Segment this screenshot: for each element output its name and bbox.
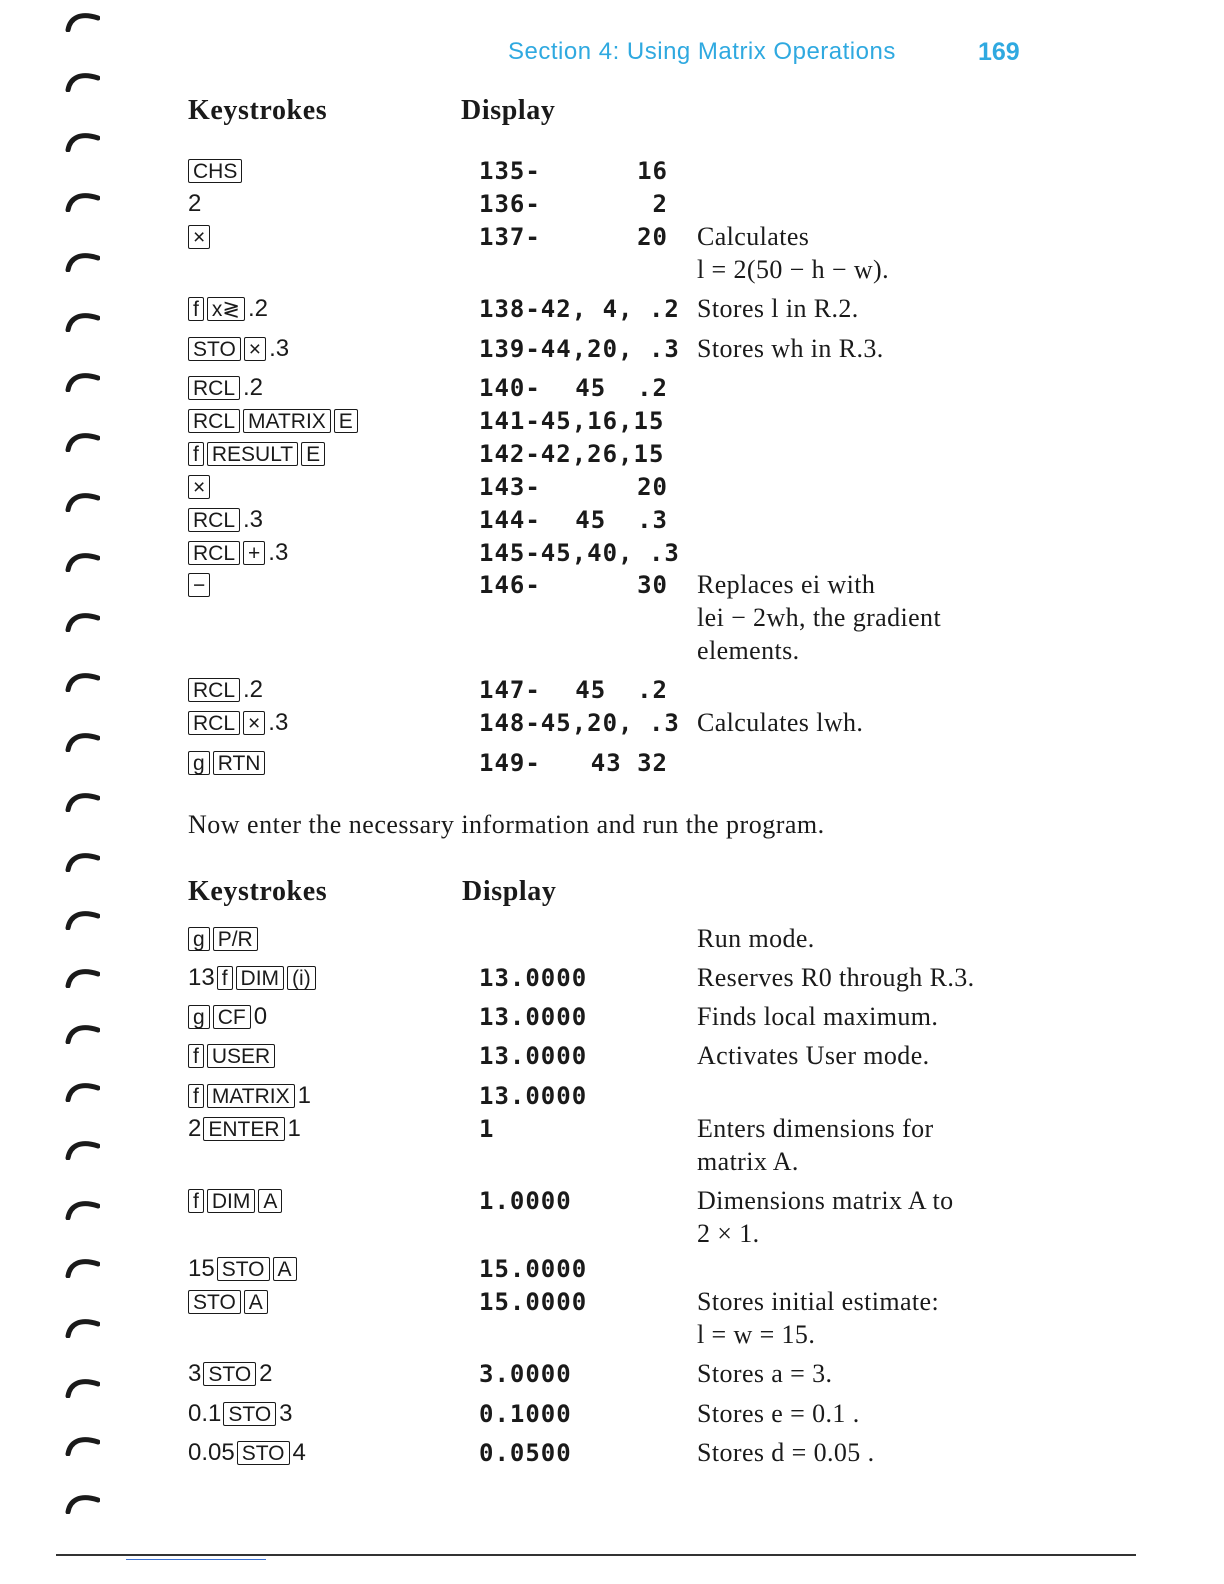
listing-row [0, 406, 1224, 436]
row-description [697, 1112, 1027, 1178]
key-code: 30 [637, 571, 668, 599]
row-description [697, 1357, 1027, 1390]
description-line: Stores e = 0.1 . [697, 1399, 860, 1428]
row-description [697, 706, 1027, 739]
key-cap: x≷ [207, 297, 245, 321]
program-line: 141-45,16,15 [479, 407, 665, 435]
program-line: 142-42,26,15 [479, 440, 665, 468]
key-cap: × [188, 225, 210, 249]
keystroke-text: 4 [292, 1439, 306, 1466]
program-line: 149- [479, 749, 541, 777]
key-cap: × [243, 711, 265, 735]
description-line: Run mode. [697, 924, 815, 953]
row-description [697, 1285, 1027, 1351]
listing-row [0, 708, 1224, 738]
description-line: Stores a = 3. [697, 1359, 833, 1388]
section-title: Section 4: Using Matrix Operations [508, 38, 896, 65]
key-cap: STO [223, 1402, 276, 1426]
keystroke-cell [188, 472, 213, 502]
table1-display-heading: Display [461, 95, 556, 126]
key-cap: f [188, 1044, 204, 1068]
listing-row [0, 505, 1224, 535]
key-cap: STO [188, 1290, 241, 1314]
description-line: matrix A. [697, 1147, 799, 1176]
keystroke-text: .3 [269, 335, 290, 362]
program-line: 139-44,20, .3 [479, 335, 680, 363]
table2-display-heading: Display [462, 876, 557, 907]
key-cap: USER [207, 1044, 275, 1068]
key-cap: MATRIX [207, 1084, 295, 1108]
row-description [697, 1039, 1027, 1072]
keystroke-text: .3 [268, 709, 289, 736]
run-row [0, 1041, 1224, 1071]
key-code: 45 .3 [575, 506, 668, 534]
keystroke-cell [188, 189, 203, 219]
row-description [697, 1436, 1027, 1469]
key-code: 2 [652, 190, 668, 218]
description-line: Finds local maximum. [697, 1002, 939, 1031]
keystroke-cell [188, 334, 291, 364]
keystroke-cell [188, 570, 213, 600]
display-value: 13.0000 [479, 1003, 588, 1031]
program-line: 136- [479, 190, 541, 218]
keystroke-text: 15 [188, 1255, 215, 1282]
key-cap: P/R [213, 927, 258, 951]
program-line: 145-45,40, .3 [479, 539, 680, 567]
listing-row [0, 538, 1224, 568]
description-line: Calculates lwh. [697, 708, 864, 737]
keystroke-text: .2 [247, 295, 268, 322]
key-cap: E [334, 409, 358, 433]
key-cap: g [188, 1005, 210, 1029]
keystroke-text: 1 [297, 1082, 311, 1109]
keystroke-text: 13 [188, 964, 215, 991]
keystroke-cell [188, 538, 290, 568]
keystroke-text: 2 [188, 1115, 202, 1142]
keystroke-text: 0.05 [188, 1439, 235, 1466]
row-description [697, 568, 1027, 667]
description-line: Enters dimensions for [697, 1114, 934, 1143]
table2-keystrokes-heading: Keystrokes [188, 876, 328, 907]
key-code: 20 [637, 473, 668, 501]
keystroke-text: .2 [243, 676, 264, 703]
keystroke-cell [188, 1254, 300, 1284]
key-cap: f [188, 1084, 204, 1108]
run-row [0, 1002, 1224, 1032]
key-cap: RCL [188, 711, 240, 735]
listing-row [0, 294, 1224, 324]
keystroke-cell [188, 406, 361, 436]
row-description [697, 1397, 1027, 1430]
row-description [697, 922, 1027, 955]
key-cap: × [188, 475, 210, 499]
listing-row [0, 439, 1224, 469]
keystroke-cell [188, 748, 268, 778]
keystroke-cell [188, 1081, 313, 1111]
key-cap: (i) [287, 966, 316, 990]
row-description [697, 1000, 1027, 1033]
page-number: 169 [978, 38, 1020, 66]
description-line: Reserves R0 through R.3. [697, 963, 975, 992]
keystroke-text: .3 [268, 539, 289, 566]
keystroke-cell [188, 156, 245, 186]
key-cap: ENTER [203, 1117, 284, 1141]
row-description [697, 332, 1027, 365]
key-cap: RCL [188, 678, 240, 702]
keystroke-cell [188, 963, 319, 993]
keystroke-cell [188, 675, 265, 705]
keystroke-cell [188, 222, 213, 252]
key-code: 45 .2 [575, 676, 668, 704]
keystroke-text: 2 [259, 1360, 273, 1387]
key-cap: DIM [207, 1189, 256, 1213]
display-value: 3.0000 [479, 1360, 572, 1388]
key-cap: CF [213, 1005, 251, 1029]
program-line: 140- [479, 374, 541, 402]
binding-hook-icon [62, 608, 100, 632]
display-value: 1 [479, 1115, 495, 1143]
keystroke-cell [188, 294, 270, 324]
keystroke-text: 2 [188, 190, 202, 217]
binding-hook-icon [62, 788, 100, 812]
program-line: 135- [479, 157, 541, 185]
binding-hook-icon [62, 1314, 100, 1338]
key-cap: RCL [188, 409, 240, 433]
key-cap: STO [237, 1441, 290, 1465]
description-line: Calculates [697, 222, 810, 251]
listing-row [0, 570, 1224, 665]
binding-hook-icon [62, 68, 100, 92]
binding-hook-icon [62, 8, 100, 32]
listing-row [0, 222, 1224, 284]
display-value: 1.0000 [479, 1187, 572, 1215]
run-row [0, 1114, 1224, 1176]
keystroke-cell [188, 439, 328, 469]
key-cap: STO [188, 337, 241, 361]
row-description [697, 292, 1027, 325]
description-line: l = w = 15. [697, 1320, 816, 1349]
display-value: 15.0000 [479, 1288, 588, 1316]
table1-keystrokes-heading: Keystrokes [188, 95, 328, 126]
listing-row [0, 156, 1224, 186]
program-line: 148-45,20, .3 [479, 709, 680, 737]
listing-row [0, 373, 1224, 403]
display-value: 0.0500 [479, 1439, 572, 1467]
keystroke-cell [188, 1002, 269, 1032]
program-line: 143- [479, 473, 541, 501]
listing-row [0, 748, 1224, 778]
key-code: 45 .2 [575, 374, 668, 402]
footer-accent-line [126, 1559, 266, 1560]
description-line: Replaces ei with [697, 570, 876, 599]
key-cap: RCL [188, 541, 240, 565]
keystroke-text: 3 [279, 1400, 293, 1427]
key-code: 20 [637, 223, 668, 251]
run-row [0, 924, 1224, 954]
keystroke-cell [188, 1186, 285, 1216]
key-cap: RESULT [207, 442, 298, 466]
key-cap: A [244, 1290, 268, 1314]
run-row [0, 1399, 1224, 1429]
run-row [0, 1359, 1224, 1389]
keystroke-text: .3 [243, 506, 264, 533]
key-cap: RCL [188, 376, 240, 400]
description-line: lei − 2wh, the gradient [697, 603, 942, 632]
description-line: 2 × 1. [697, 1219, 760, 1248]
listing-row [0, 189, 1224, 219]
listing-row [0, 675, 1224, 705]
display-value: 13.0000 [479, 964, 588, 992]
program-line: 146- [479, 571, 541, 599]
key-cap: f [188, 297, 204, 321]
description-line: Stores initial estimate: [697, 1287, 940, 1316]
description-line: l = 2(50 − h − w). [697, 255, 890, 284]
row-description [697, 220, 1027, 286]
keystroke-cell [188, 373, 265, 403]
display-value: 13.0000 [479, 1042, 588, 1070]
key-cap: RTN [213, 751, 266, 775]
keystroke-cell [188, 1287, 271, 1317]
key-cap: MATRIX [243, 409, 331, 433]
row-description [697, 961, 1027, 994]
description-line: Stores d = 0.05 . [697, 1438, 875, 1467]
run-row [0, 1186, 1224, 1248]
run-row [0, 1081, 1224, 1111]
key-cap: f [217, 966, 233, 990]
binding-hook-icon [62, 128, 100, 152]
key-cap: − [188, 573, 210, 597]
program-line: 144- [479, 506, 541, 534]
program-line: 137- [479, 223, 541, 251]
keystroke-text: 0 [253, 1003, 268, 1030]
key-cap: f [188, 442, 204, 466]
display-value: 13.0000 [479, 1082, 588, 1110]
keystroke-cell [188, 708, 290, 738]
key-cap: STO [217, 1257, 270, 1281]
description-line: Stores l in R.2. [697, 294, 859, 323]
key-cap: CHS [188, 159, 242, 183]
keystroke-cell [188, 1438, 308, 1468]
key-cap: E [301, 442, 325, 466]
keystroke-cell [188, 1114, 303, 1144]
key-cap: + [243, 541, 265, 565]
footer-rule [56, 1554, 1136, 1556]
key-cap: g [188, 751, 210, 775]
key-code: 43 32 [590, 749, 668, 777]
run-row [0, 963, 1224, 993]
run-row [0, 1254, 1224, 1284]
keystroke-cell [188, 505, 265, 535]
key-cap: A [258, 1189, 282, 1213]
description-line: Dimensions matrix A to [697, 1186, 954, 1215]
row-description [697, 1184, 1027, 1250]
keystroke-cell [188, 1399, 295, 1429]
description-line: Activates User mode. [697, 1041, 930, 1070]
listing-row [0, 334, 1224, 364]
binding-hook-icon [62, 1490, 100, 1514]
keystroke-cell [188, 1359, 275, 1389]
program-line: 147- [479, 676, 541, 704]
key-cap: × [244, 337, 266, 361]
key-cap: f [188, 1189, 204, 1213]
description-line: elements. [697, 636, 800, 665]
key-cap: DIM [236, 966, 285, 990]
key-code: 16 [637, 157, 668, 185]
binding-hook-icon [62, 848, 100, 872]
run-row [0, 1287, 1224, 1349]
instruction-paragraph: Now enter the necessary information and run the program. [188, 810, 825, 839]
listing-row [0, 472, 1224, 502]
key-cap: g [188, 927, 210, 951]
keystroke-cell [188, 924, 261, 954]
program-line: 138-42, 4, .2 [479, 295, 680, 323]
key-cap: A [273, 1257, 297, 1281]
run-row [0, 1438, 1224, 1468]
display-value: 15.0000 [479, 1255, 588, 1283]
keystroke-text: .2 [243, 374, 264, 401]
key-cap: RCL [188, 508, 240, 532]
display-value: 0.1000 [479, 1400, 572, 1428]
key-cap: STO [203, 1362, 256, 1386]
keystroke-text: 1 [287, 1115, 301, 1142]
keystroke-cell [188, 1041, 278, 1071]
keystroke-text: 0.1 [188, 1400, 222, 1427]
description-line: Stores wh in R.3. [697, 334, 884, 363]
keystroke-text: 3 [188, 1360, 202, 1387]
